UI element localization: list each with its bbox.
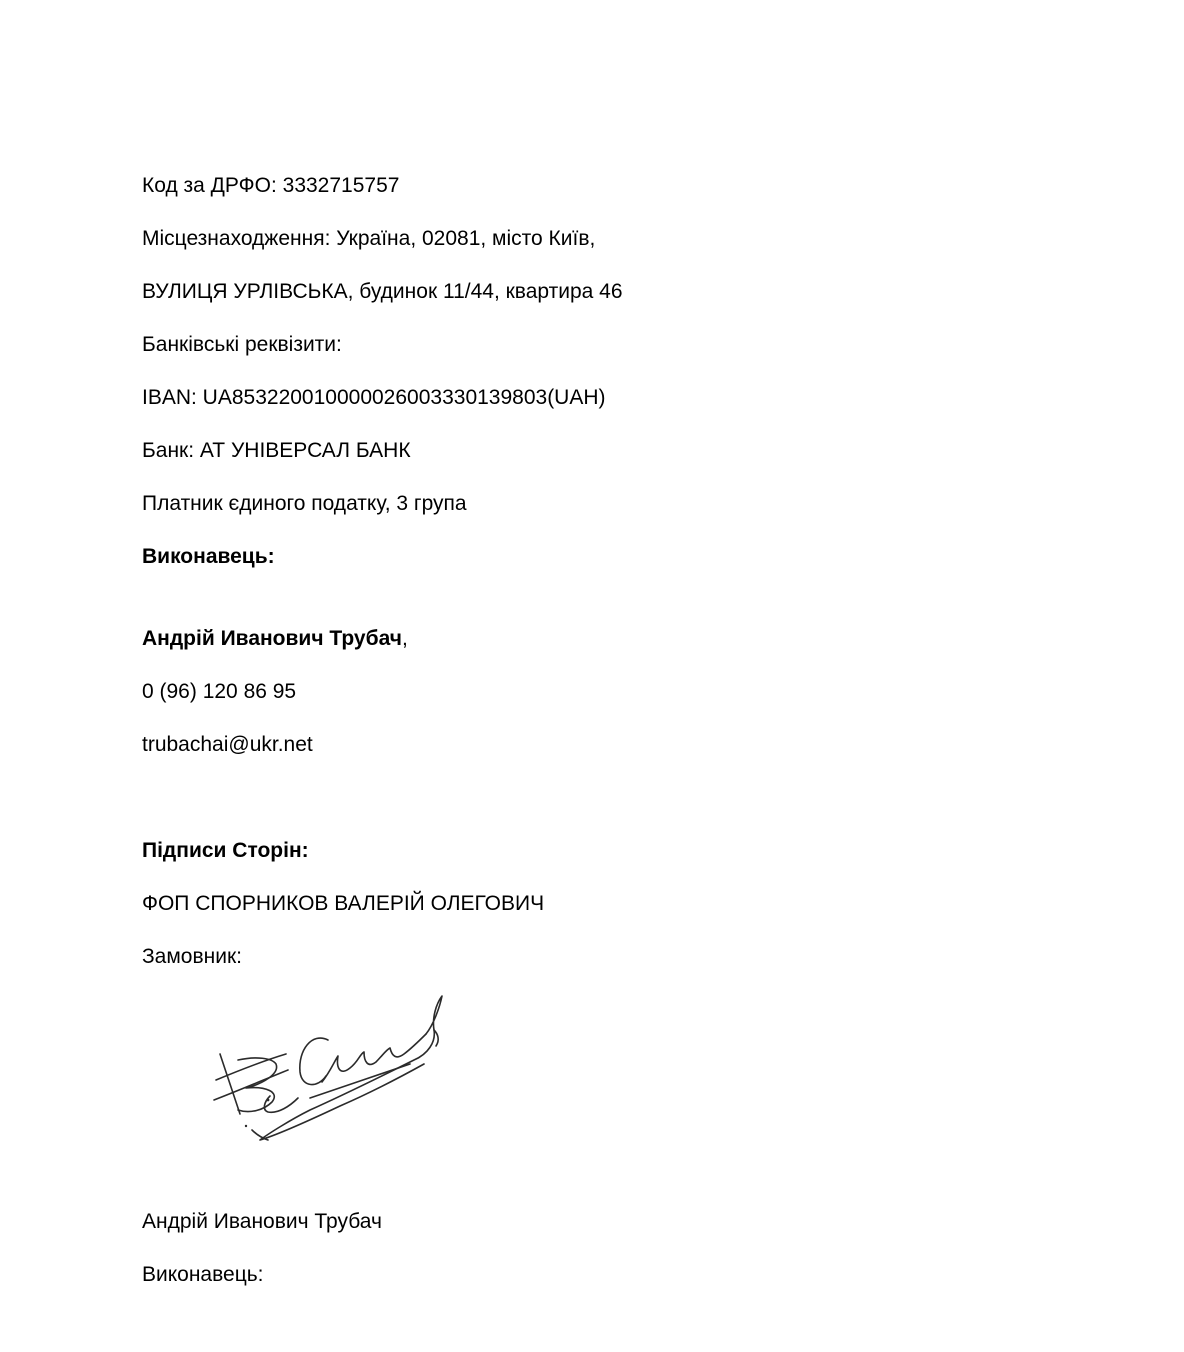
executor-signature-role: Виконавець: (142, 1263, 264, 1286)
location-line-2: ВУЛИЦЯ УРЛІВСЬКА, будинок 11/44, квартира 46 (142, 280, 623, 303)
executor-email: trubachai@ukr.net (142, 733, 313, 756)
location-line-1: Місцезнаходження: Україна, 02081, місто Київ, (142, 227, 596, 250)
tax-status: Платник єдиного податку, 3 група (142, 492, 467, 515)
executor-phone: 0 (96) 120 86 95 (142, 680, 297, 703)
drfo-code: Код за ДРФО: 3332715757 (142, 174, 400, 197)
bank-details-heading: Банківські реквізити: (142, 333, 342, 356)
executor-name-suffix: , (401, 627, 408, 650)
signatures-heading: Підписи Сторін: (142, 839, 309, 862)
bank-name: Банк: АТ УНІВЕРСАЛ БАНК (142, 439, 411, 462)
executor-signature-name: Андрій Иванович Трубач (142, 1210, 382, 1233)
customer-name: ФОП СПОРНИКОВ ВАЛЕРІЙ ОЛЕГОВИЧ (142, 892, 545, 915)
executor-role-heading: Виконавець: (142, 545, 275, 568)
handwritten-signature (210, 988, 450, 1148)
executor-name: Андрій Иванович Трубач (142, 627, 402, 650)
customer-role: Замовник: (142, 945, 242, 968)
iban: IBAN: UA853220010000026003330139803(UAH) (142, 386, 606, 409)
executor-name-line (142, 626, 408, 652)
